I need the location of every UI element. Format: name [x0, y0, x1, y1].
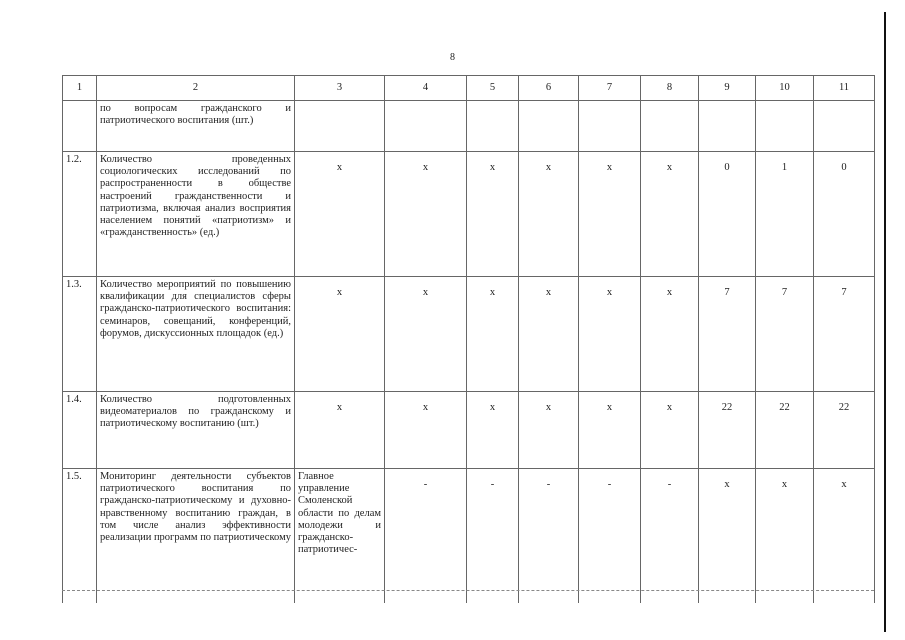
header-cell: 11: [814, 76, 875, 101]
header-cell: 5: [467, 76, 519, 101]
table-row: [63, 277, 875, 392]
table-cell: х: [295, 392, 385, 469]
table-row: [63, 152, 875, 277]
table-cell: [467, 101, 519, 152]
table-cell: х: [699, 469, 756, 604]
row-number: 1.3.: [63, 277, 97, 392]
header-cell: 9: [699, 76, 756, 101]
table-row: [63, 392, 875, 469]
table-cell: х: [295, 277, 385, 392]
table-cell: 7: [756, 277, 814, 392]
table-cell: [814, 101, 875, 152]
table-cell: -: [641, 469, 699, 604]
table-cell: 7: [814, 277, 875, 392]
table-cell: 22: [699, 392, 756, 469]
table-cell: -: [467, 469, 519, 604]
page-edge-line: [884, 12, 886, 632]
table-row: [63, 101, 875, 152]
table-cell: х: [467, 392, 519, 469]
header-cell: 10: [756, 76, 814, 101]
table-cell: х: [467, 152, 519, 277]
page-number: 8: [450, 52, 455, 63]
table-cell: х: [814, 469, 875, 604]
table-cell: [756, 101, 814, 152]
table-cell: -: [579, 469, 641, 604]
table-cell: [519, 101, 579, 152]
table-cell: 22: [756, 392, 814, 469]
table-cell: 0: [814, 152, 875, 277]
table-row: [63, 469, 875, 604]
table-cell: х: [641, 392, 699, 469]
table-header-row: [63, 76, 875, 101]
header-cell: 6: [519, 76, 579, 101]
table-cell: х: [385, 392, 467, 469]
indicator-text: Количество мероприятий по повышению квалификации для специалистов сферы гражданско-патриотического воспитания: семинаров, совещаний, конференций, форумов, дискуссионных площадок (ед.): [97, 277, 295, 392]
header-cell: 7: [579, 76, 641, 101]
header-cell: 8: [641, 76, 699, 101]
page-cut-line: [62, 590, 874, 591]
table-cell: 1: [756, 152, 814, 277]
table-cell: 7: [699, 277, 756, 392]
table-cell: 22: [814, 392, 875, 469]
header-cell: 2: [97, 76, 295, 101]
table-cell: х: [295, 152, 385, 277]
table-cell: -: [385, 469, 467, 604]
row-number: 1.4.: [63, 392, 97, 469]
table-cell: х: [579, 152, 641, 277]
table-cell: х: [519, 392, 579, 469]
indicators-table: [62, 75, 875, 603]
header-cell: 3: [295, 76, 385, 101]
table-cell: [641, 101, 699, 152]
indicator-text: Количество подготовленных видеоматериалов по гражданскому и патриотическому воспитанию (шт.): [97, 392, 295, 469]
table-cell: х: [756, 469, 814, 604]
row-number: 1.5.: [63, 469, 97, 604]
table-cell: 0: [699, 152, 756, 277]
indicator-text: Количество проведенных социологических исследований по распространенности в обществе настроений гражданственности и патриотизма, включая анализ восприятия населением понятий «патриотизм» и «гражданственность» (ед.): [97, 152, 295, 277]
indicator-text: по вопросам гражданского и патриотического воспитания (шт.): [97, 101, 295, 152]
table-cell: [699, 101, 756, 152]
table-cell: х: [467, 277, 519, 392]
row-number: [63, 101, 97, 152]
header-cell: 4: [385, 76, 467, 101]
table-cell: х: [579, 277, 641, 392]
table-cell: [295, 101, 385, 152]
table-cell: [579, 101, 641, 152]
table-cell: х: [519, 277, 579, 392]
table-cell: х: [579, 392, 641, 469]
row-number: 1.2.: [63, 152, 97, 277]
table-cell: х: [641, 152, 699, 277]
header-cell: 1: [63, 76, 97, 101]
responsible-cell: Главное управление Смоленской области по делам молодежи и гражданско-патриотичес-: [295, 469, 385, 604]
table-cell: х: [519, 152, 579, 277]
indicator-text: Мониторинг деятельности субъектов патриотического воспитания по гражданско-патриотическому и духовно-нравственному воспитанию граждан, в том числе анализ эффективности реализации программ по патриотическому: [97, 469, 295, 604]
table-cell: х: [385, 152, 467, 277]
table-cell: -: [519, 469, 579, 604]
table-cell: х: [385, 277, 467, 392]
table-cell: х: [641, 277, 699, 392]
table-cell: [385, 101, 467, 152]
